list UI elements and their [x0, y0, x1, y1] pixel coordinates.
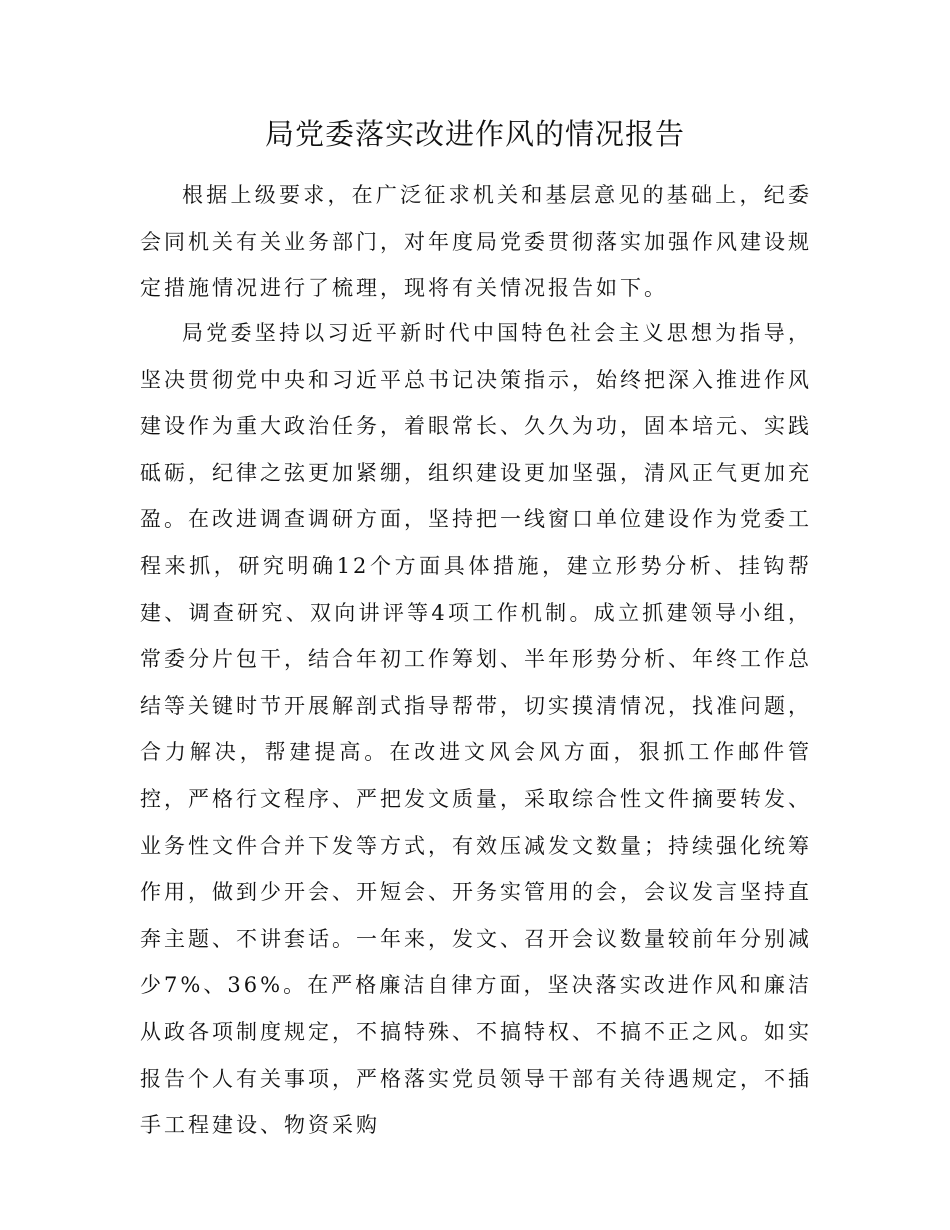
paragraph-intro: 根据上级要求，在广泛征求机关和基层意见的基础上，纪委会同机关有关业务部门，对年度局党委贯彻落实加强作风建设规定措施情况进行了梳理，现将有关情况报告如下。	[140, 183, 812, 301]
paragraph-body: 局党委坚持以习近平新时代中国特色社会主义思想为指导，坚决贯彻党中央和习近平总书记决策指示，始终把深入推进作风建设作为重大政治任务，着眼常长、久久为功，固本培元、实践砥砺，纪律之弦更加紧绷，组织建设更加坚强，清风正气更加充盈。在改进调查调研方面，坚持把一线窗口单位建设作为党委工程来抓，研究明确12个方面具体措施，建立形势分析、挂钩帮建、调查研究、双向讲评等4项工作机制。成立抓建领导小组，常委分片包干，结合年初工作筹划、半年形势分析、年终工作总结等关键时节开展解剖式指导帮带，切实摸清情况，找准问题，合力解决，帮建提高。在改进文风会风方面，狠抓工作邮件管控，严格行文程序、严把发文质量，采取综合性文件摘要转发、业务性文件合并下发等方式，有效压减发文数量；持续强化统筹作用，做到少开会、开短会、开务实管用的会，会议发言坚持直奔主题、不讲套话。一年来，发文、召开会议数量较前年分别减少7%、36%。在严格廉洁自律方面，坚决落实改进作风和廉洁从政各项制度规定，不搞特殊、不搞特权、不搞不正之风。如实报告个人有关事项，严格落实党员领导干部有关待遇规定，不插手工程建设、物资采购	[140, 321, 812, 1138]
document-title: 局党委落实改进作风的情况报告	[264, 117, 685, 151]
